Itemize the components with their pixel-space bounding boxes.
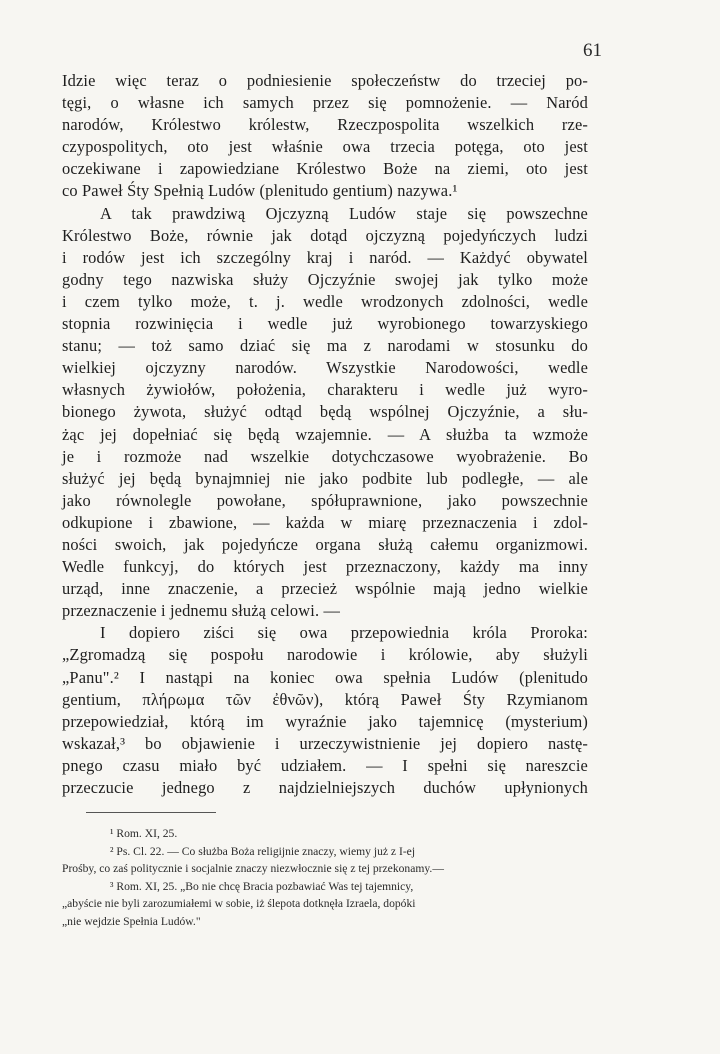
text-line: tęgi, o własne ich samych przez się pomnożenie. — Naród [62, 93, 588, 113]
text-line: stanu; — toż samo dziać się ma z narodami w stosunku do [62, 336, 588, 356]
text-line: stopnia rozwinięcia i wedle już wyrobionego towarzyskiego [62, 314, 588, 334]
text-line: „Panu".² I nastąpi na koniec owa spełnia Ludów (plenitudo [62, 667, 588, 687]
text-line: i czem tylko może, t. j. wedle wrodzonych zdolności, wedle [62, 291, 588, 311]
text-line: i rodów jest ich szczególny kraj i naród. — Każdyć obywatel [62, 247, 588, 267]
footnote-divider [86, 812, 216, 813]
footnote: ¹ Rom. XI, 25. [110, 827, 178, 840]
text-line: gentium, πλήρωμα τῶν ἐθνῶν), którą Paweł Śty Rzymianom [62, 689, 588, 709]
text-line: co Paweł Śty Spełnią Ludów (plenitudo gentium) nazywa.¹ [62, 181, 458, 201]
text-line: A tak prawdziwą Ojczyzną Ludów staje się powszechne [100, 203, 588, 223]
text-line: Królestwo Boże, równie jak dotąd ojczyzną pojedyńczych ludzi [62, 225, 588, 245]
main-text [62, 70, 588, 799]
text-line: „Zgromadzą się pospołu narodowie i królowie, aby służyli [62, 645, 588, 665]
text-line: przepowiedział, którą im wyraźnie jako tajemnicę (mysterium) [62, 711, 588, 731]
text-line: godny tego nazwiska służy Ojczyźnie swojej jak tylko może [62, 269, 588, 289]
footnote: „abyście nie byli zarozumiałemi w sobie, iż ślepota dotknęła Izraela, dopóki [62, 897, 416, 911]
text-line: służyć jej będą bynajmniej nie jako podbite lub podległe, — ale [62, 468, 588, 488]
text-line: pnego czasu miało być udziałem. — I spełni się nareszcie [62, 755, 588, 775]
footnote: „nie wejdzie Spełnia Ludów." [62, 914, 201, 928]
text-line: Wedle funkcyj, do których jest przeznaczony, każdy ma inny [62, 557, 588, 577]
text-line: żąc jej dopełniać się będą wzajemnie. — A służba ta wzmoże [62, 424, 588, 444]
text-line: urząd, inne znaczenie, a przecież wspólnie mają jedno wielkie [62, 579, 588, 599]
footnote: ² Ps. Cl. 22. — Co służba Boża religijnie znaczy, wiemy już z I-ej [110, 844, 416, 858]
text-line: I dopiero ziści się owa przepowiednia króla Proroka: [100, 623, 588, 643]
text-line: narodów, Królestwo królestw, Rzeczpospolita wszelkich rze- [62, 115, 588, 135]
text-line: Idzie więc teraz o podniesienie społeczeństw do trzeciej po- [62, 71, 588, 90]
page-number: 61 [583, 40, 602, 61]
text-line: wskazał,³ bo objawienie i urzeczywistnienie jej dopiero nastę- [62, 733, 588, 753]
text-line: przeznaczenie i jednemu służą celowi. — [62, 601, 340, 621]
text-line: jako równolegle powołane, spółuprawnione, jako powszechnie [62, 490, 588, 510]
text-line: oczekiwane i zapowiedziane Królestwo Boże na ziemi, oto jest [62, 159, 588, 179]
text-line: odkupione i zbawione, — każda w miarę przeznaczenia i zdol- [62, 512, 588, 532]
text-line: ności swoich, jak pojedyńcze organa służą całemu organizmowi. [62, 534, 588, 554]
text-line: je i rozmoże nad wszelkie dotychczasowe wyobrażenie. Bo [62, 446, 588, 466]
text-line: wielkiej ojczyzny narodów. Wszystkie Narodowości, wedle [62, 358, 588, 378]
footnotes [62, 825, 588, 931]
text-line: czypospolitych, oto jest właśnie owa trzecia potęga, oto jest [62, 137, 588, 157]
footnote: Prośby, co zaś politycznie i socjalnie znaczy niezwłocznie się z tej przekonamy.— [62, 862, 444, 876]
footnote: ³ Rom. XI, 25. „Bo nie chcę Bracia pozbawiać Was tej tajemnicy, [110, 879, 414, 893]
text-line: własnych żywiołów, położenia, charakteru i wedle już wyro- [62, 380, 588, 400]
text-line: bionego żywota, służyć odtąd będą wspólnej Ojczyźnie, a słu- [62, 402, 588, 422]
text-line: przeczucie jednego z najdzielniejszych duchów upłynionych [62, 778, 588, 797]
